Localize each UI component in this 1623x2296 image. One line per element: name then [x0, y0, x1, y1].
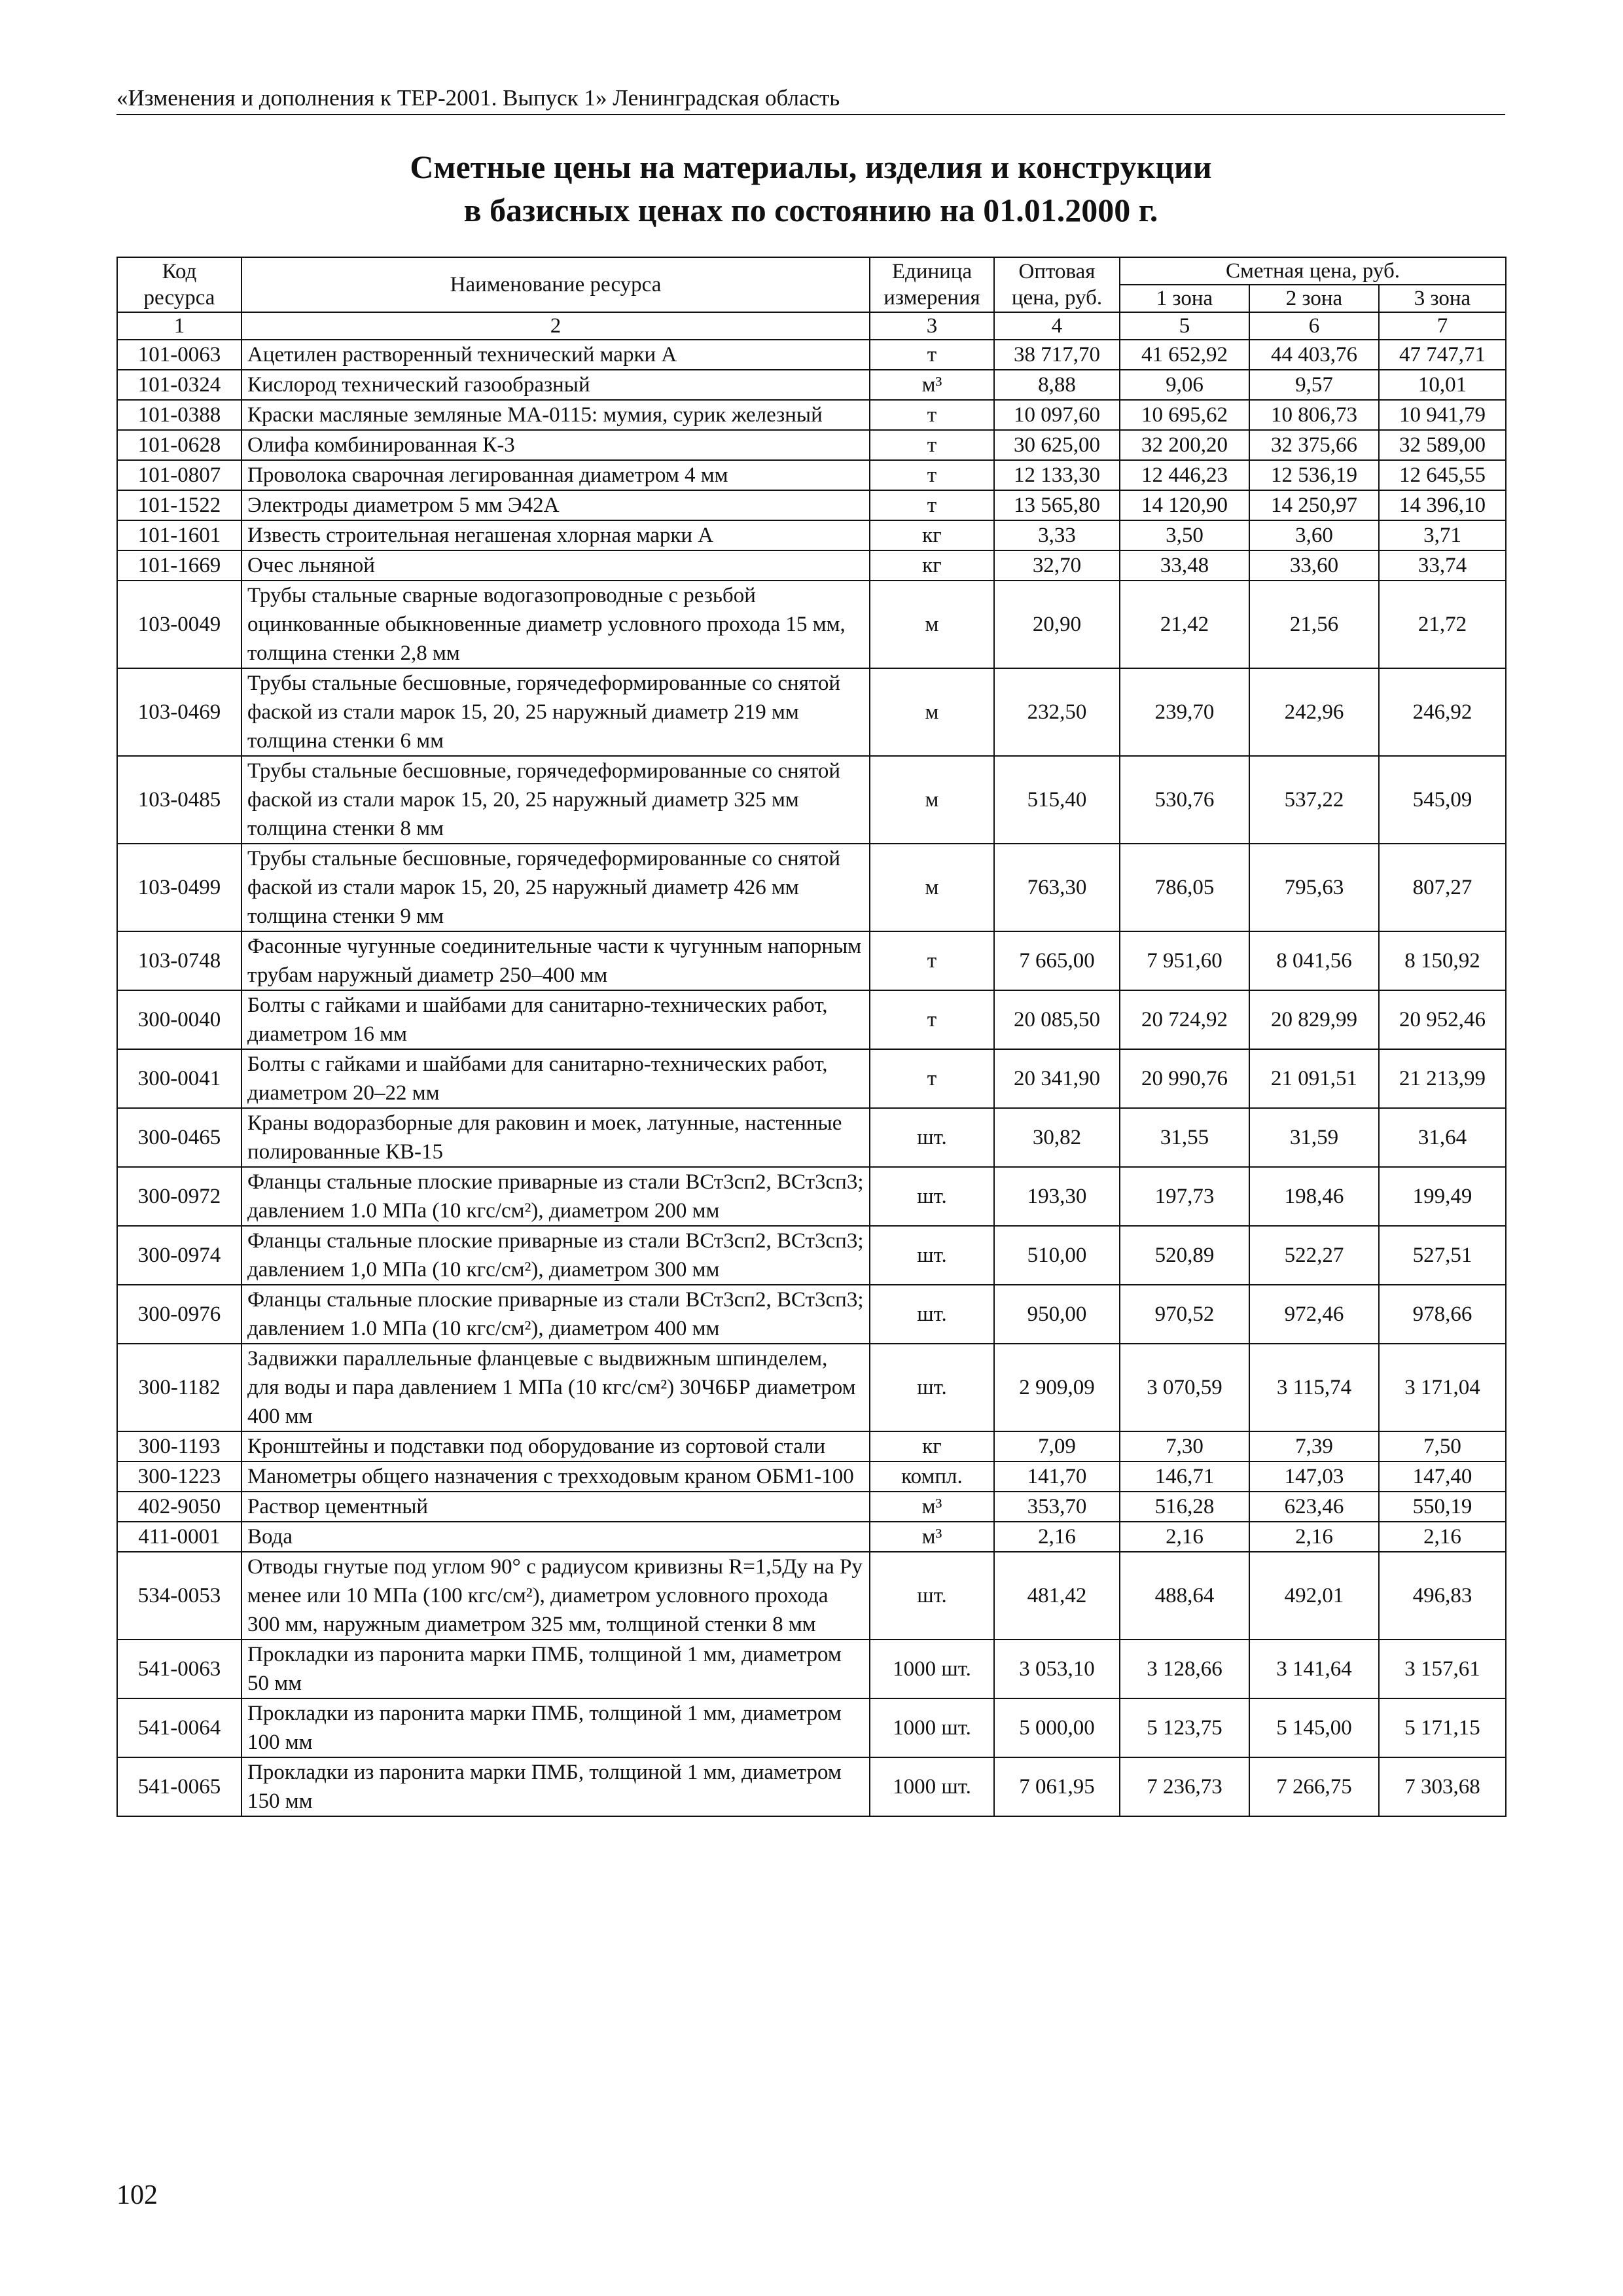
row-zone3: 545,09 [1379, 756, 1506, 844]
row-name: Кислород технический газообразный [241, 370, 870, 400]
row-code: 300-1193 [117, 1431, 241, 1462]
row-zone2: 242,96 [1249, 668, 1379, 756]
row-zone1: 33,48 [1120, 550, 1249, 581]
row-unit: м³ [870, 1522, 994, 1552]
page-number: 102 [116, 2180, 158, 2210]
row-wholesale: 13 565,80 [994, 490, 1120, 520]
row-zone1: 7 236,73 [1120, 1757, 1249, 1816]
col-number: 6 [1249, 312, 1379, 340]
row-name: Прокладки из паронита марки ПМБ, толщиной 1 мм, диаметром 50 мм [241, 1640, 870, 1698]
table-header [117, 257, 1506, 340]
row-code: 300-0976 [117, 1285, 241, 1344]
col-number: 3 [870, 312, 994, 340]
row-zone2: 32 375,66 [1249, 430, 1379, 460]
row-zone3: 14 396,10 [1379, 490, 1506, 520]
table-row [117, 1492, 1506, 1522]
row-zone1: 786,05 [1120, 844, 1249, 931]
row-wholesale: 32,70 [994, 550, 1120, 581]
row-name: Манометры общего назначения с трехходовым краном ОБМ1-100 [241, 1462, 870, 1492]
row-code: 101-0807 [117, 460, 241, 490]
row-unit: м [870, 844, 994, 931]
row-name: Ацетилен растворенный технический марки А [241, 340, 870, 370]
row-wholesale: 481,42 [994, 1552, 1120, 1640]
row-zone1: 7 951,60 [1120, 931, 1249, 990]
row-zone3: 978,66 [1379, 1285, 1506, 1344]
table-row [117, 990, 1506, 1049]
row-name: Болты с гайками и шайбами для санитарно-технических работ, диаметром 16 мм [241, 990, 870, 1049]
row-name: Краны водоразборные для раковин и моек, латунные, настенные полированные КВ-15 [241, 1108, 870, 1167]
row-code: 101-1522 [117, 490, 241, 520]
col-number: 4 [994, 312, 1120, 340]
row-zone1: 239,70 [1120, 668, 1249, 756]
running-header: «Изменения и дополнения к ТЕР-2001. Выпуск 1» Ленинградская область [116, 84, 1505, 115]
row-wholesale: 3 053,10 [994, 1640, 1120, 1698]
row-zone3: 3 157,61 [1379, 1640, 1506, 1698]
table-row [117, 756, 1506, 844]
row-name: Проволока сварочная легированная диаметром 4 мм [241, 460, 870, 490]
row-code: 103-0499 [117, 844, 241, 931]
row-name: Прокладки из паронита марки ПМБ, толщиной 1 мм, диаметром 100 мм [241, 1698, 870, 1757]
row-name: Фланцы стальные плоские приварные из стали ВСт3сп2, ВСт3сп3; давлением 1.0 МПа (10 кгс/см²), диаметром 400 мм [241, 1285, 870, 1344]
row-name: Фасонные чугунные соединительные части к чугунным напорным трубам наружный диаметр 250–400 мм [241, 931, 870, 990]
row-name: Олифа комбинированная К-3 [241, 430, 870, 460]
row-zone2: 3 141,64 [1249, 1640, 1379, 1698]
table-row [117, 1285, 1506, 1344]
col-number: 2 [241, 312, 870, 340]
table-row [117, 1226, 1506, 1285]
row-name: Отводы гнутые под углом 90° с радиусом кривизны R=1,5Ду на Ру менее или 10 МПа (100 кгс/см²), диаметром условного прохода 300 мм, наружным диаметром 325 мм, толщиной стенки 8 мм [241, 1552, 870, 1640]
table-row [117, 1049, 1506, 1108]
table-row [117, 430, 1506, 460]
row-unit: шт. [870, 1344, 994, 1431]
row-code: 101-0063 [117, 340, 241, 370]
row-zone2: 7,39 [1249, 1431, 1379, 1462]
row-wholesale: 510,00 [994, 1226, 1120, 1285]
row-zone1: 516,28 [1120, 1492, 1249, 1522]
row-wholesale: 20 085,50 [994, 990, 1120, 1049]
row-name: Кронштейны и подставки под оборудование из сортовой стали [241, 1431, 870, 1462]
row-zone3: 3,71 [1379, 520, 1506, 550]
row-zone3: 807,27 [1379, 844, 1506, 931]
row-zone3: 5 171,15 [1379, 1698, 1506, 1757]
row-zone3: 147,40 [1379, 1462, 1506, 1492]
table-row [117, 1344, 1506, 1431]
row-zone3: 12 645,55 [1379, 460, 1506, 490]
row-wholesale: 950,00 [994, 1285, 1120, 1344]
row-wholesale: 353,70 [994, 1492, 1120, 1522]
page-title [116, 145, 1505, 232]
row-zone3: 496,83 [1379, 1552, 1506, 1640]
row-code: 541-0064 [117, 1698, 241, 1757]
row-wholesale: 7 061,95 [994, 1757, 1120, 1816]
row-name: Болты с гайками и шайбами для санитарно-технических работ, диаметром 20–22 мм [241, 1049, 870, 1108]
row-wholesale: 763,30 [994, 844, 1120, 931]
row-code: 534-0053 [117, 1552, 241, 1640]
row-zone2: 198,46 [1249, 1167, 1379, 1226]
row-zone1: 41 652,92 [1120, 340, 1249, 370]
table-row [117, 1522, 1506, 1552]
table-row [117, 844, 1506, 931]
title-line-1: Сметные цены на материалы, изделия и конструкции [410, 149, 1212, 185]
row-unit: кг [870, 1431, 994, 1462]
row-zone1: 12 446,23 [1120, 460, 1249, 490]
row-zone3: 33,74 [1379, 550, 1506, 581]
row-unit: т [870, 490, 994, 520]
row-zone1: 20 724,92 [1120, 990, 1249, 1049]
table-row [117, 581, 1506, 668]
row-code: 101-1669 [117, 550, 241, 581]
table-row [117, 460, 1506, 490]
row-wholesale: 30 625,00 [994, 430, 1120, 460]
row-zone2: 8 041,56 [1249, 931, 1379, 990]
table-row [117, 550, 1506, 581]
row-unit: шт. [870, 1226, 994, 1285]
row-code: 101-0324 [117, 370, 241, 400]
row-zone1: 32 200,20 [1120, 430, 1249, 460]
row-zone1: 2,16 [1120, 1522, 1249, 1552]
row-code: 541-0063 [117, 1640, 241, 1698]
row-name: Трубы стальные бесшовные, горячедеформированные со снятой фаской из стали марок 15, 20, 25 наружный диаметр 426 мм толщина стенки 9 мм [241, 844, 870, 931]
row-zone1: 197,73 [1120, 1167, 1249, 1226]
header-zone2: 2 зона [1249, 285, 1379, 312]
row-code: 300-0040 [117, 990, 241, 1049]
row-zone2: 33,60 [1249, 550, 1379, 581]
row-zone2: 7 266,75 [1249, 1757, 1379, 1816]
row-zone2: 795,63 [1249, 844, 1379, 931]
header-wholesale: Оптовая цена, руб. [994, 257, 1120, 312]
row-zone3: 21,72 [1379, 581, 1506, 668]
row-zone2: 522,27 [1249, 1226, 1379, 1285]
row-code: 103-0485 [117, 756, 241, 844]
row-code: 300-0972 [117, 1167, 241, 1226]
row-zone2: 21 091,51 [1249, 1049, 1379, 1108]
row-zone2: 12 536,19 [1249, 460, 1379, 490]
row-zone2: 21,56 [1249, 581, 1379, 668]
col-number: 7 [1379, 312, 1506, 340]
row-zone3: 550,19 [1379, 1492, 1506, 1522]
row-name: Краски масляные земляные МА-0115: мумия, сурик железный [241, 400, 870, 430]
row-code: 103-0049 [117, 581, 241, 668]
table-row [117, 668, 1506, 756]
row-wholesale: 2 909,09 [994, 1344, 1120, 1431]
header-zone1: 1 зона [1120, 285, 1249, 312]
row-unit: шт. [870, 1552, 994, 1640]
row-code: 411-0001 [117, 1522, 241, 1552]
row-code: 103-0469 [117, 668, 241, 756]
row-wholesale: 2,16 [994, 1522, 1120, 1552]
title-line-2: в базисных ценах по состоянию на 01.01.2000 г. [463, 192, 1158, 228]
row-code: 300-1182 [117, 1344, 241, 1431]
price-table [116, 257, 1507, 1817]
row-wholesale: 7 665,00 [994, 931, 1120, 990]
table-body [117, 340, 1506, 1816]
row-zone2: 5 145,00 [1249, 1698, 1379, 1757]
row-code: 300-0465 [117, 1108, 241, 1167]
column-number-row [117, 312, 1506, 340]
row-unit: кг [870, 550, 994, 581]
row-name: Фланцы стальные плоские приварные из стали ВСт3сп2, ВСт3сп3; давлением 1,0 МПа (10 кгс/см²), диаметром 300 мм [241, 1226, 870, 1285]
row-name: Очес льняной [241, 550, 870, 581]
row-zone3: 10 941,79 [1379, 400, 1506, 430]
row-name: Электроды диаметром 5 мм Э42А [241, 490, 870, 520]
row-code: 101-1601 [117, 520, 241, 550]
row-code: 101-0628 [117, 430, 241, 460]
row-code: 101-0388 [117, 400, 241, 430]
row-wholesale: 7,09 [994, 1431, 1120, 1462]
row-zone2: 44 403,76 [1249, 340, 1379, 370]
row-wholesale: 232,50 [994, 668, 1120, 756]
row-zone1: 7,30 [1120, 1431, 1249, 1462]
row-code: 300-0974 [117, 1226, 241, 1285]
row-wholesale: 12 133,30 [994, 460, 1120, 490]
table-row [117, 1167, 1506, 1226]
row-unit: м³ [870, 370, 994, 400]
row-zone1: 3,50 [1120, 520, 1249, 550]
row-unit: 1000 шт. [870, 1640, 994, 1698]
row-zone3: 7,50 [1379, 1431, 1506, 1462]
row-wholesale: 20 341,90 [994, 1049, 1120, 1108]
row-zone2: 3,60 [1249, 520, 1379, 550]
row-unit: м [870, 756, 994, 844]
row-name: Известь строительная негашеная хлорная марки А [241, 520, 870, 550]
row-name: Вода [241, 1522, 870, 1552]
row-zone3: 199,49 [1379, 1167, 1506, 1226]
row-unit: м [870, 581, 994, 668]
row-code: 300-1223 [117, 1462, 241, 1492]
table-row [117, 370, 1506, 400]
table-row [117, 1552, 1506, 1640]
table-row [117, 490, 1506, 520]
row-unit: м³ [870, 1492, 994, 1522]
row-wholesale: 193,30 [994, 1167, 1120, 1226]
header-zone3: 3 зона [1379, 285, 1506, 312]
row-unit: т [870, 430, 994, 460]
row-zone1: 5 123,75 [1120, 1698, 1249, 1757]
row-unit: 1000 шт. [870, 1757, 994, 1816]
row-name: Фланцы стальные плоские приварные из стали ВСт3сп2, ВСт3сп3; давлением 1.0 МПа (10 кгс/см²), диаметром 200 мм [241, 1167, 870, 1226]
row-zone3: 21 213,99 [1379, 1049, 1506, 1108]
col-number: 5 [1120, 312, 1249, 340]
table-row [117, 340, 1506, 370]
row-zone3: 20 952,46 [1379, 990, 1506, 1049]
row-zone3: 8 150,92 [1379, 931, 1506, 990]
row-name: Трубы стальные бесшовные, горячедеформированные со снятой фаской из стали марок 15, 20, 25 наружный диаметр 219 мм толщина стенки 6 мм [241, 668, 870, 756]
row-zone1: 31,55 [1120, 1108, 1249, 1167]
row-zone2: 20 829,99 [1249, 990, 1379, 1049]
row-zone3: 31,64 [1379, 1108, 1506, 1167]
row-zone2: 3 115,74 [1249, 1344, 1379, 1431]
row-wholesale: 30,82 [994, 1108, 1120, 1167]
row-zone3: 10,01 [1379, 370, 1506, 400]
row-name: Трубы стальные бесшовные, горячедеформированные со снятой фаской из стали марок 15, 20, 25 наружный диаметр 325 мм толщина стенки 8 мм [241, 756, 870, 844]
row-name: Задвижки параллельные фланцевые с выдвижным шпинделем, для воды и пара давлением 1 МПа (10 кгс/см²) 30Ч6БР диаметром 400 мм [241, 1344, 870, 1431]
table-row [117, 1640, 1506, 1698]
row-zone3: 246,92 [1379, 668, 1506, 756]
row-zone3: 7 303,68 [1379, 1757, 1506, 1816]
row-zone3: 47 747,71 [1379, 340, 1506, 370]
row-zone2: 2,16 [1249, 1522, 1379, 1552]
row-zone1: 14 120,90 [1120, 490, 1249, 520]
header-estimate: Сметная цена, руб. [1120, 257, 1506, 285]
row-zone2: 9,57 [1249, 370, 1379, 400]
row-zone3: 32 589,00 [1379, 430, 1506, 460]
col-number: 1 [117, 312, 241, 340]
row-zone2: 972,46 [1249, 1285, 1379, 1344]
row-zone1: 3 070,59 [1120, 1344, 1249, 1431]
row-zone2: 623,46 [1249, 1492, 1379, 1522]
row-unit: компл. [870, 1462, 994, 1492]
row-unit: т [870, 340, 994, 370]
row-unit: м [870, 668, 994, 756]
row-unit: шт. [870, 1285, 994, 1344]
row-wholesale: 141,70 [994, 1462, 1120, 1492]
row-unit: т [870, 990, 994, 1049]
row-zone1: 9,06 [1120, 370, 1249, 400]
header-code: Код ресурса [117, 257, 241, 312]
row-zone2: 492,01 [1249, 1552, 1379, 1640]
row-unit: шт. [870, 1167, 994, 1226]
row-zone1: 488,64 [1120, 1552, 1249, 1640]
row-unit: шт. [870, 1108, 994, 1167]
row-wholesale: 8,88 [994, 370, 1120, 400]
header-name: Наименование ресурса [241, 257, 870, 312]
header-unit: Единица измерения [870, 257, 994, 312]
row-unit: т [870, 460, 994, 490]
table-row [117, 520, 1506, 550]
row-code: 300-0041 [117, 1049, 241, 1108]
row-unit: кг [870, 520, 994, 550]
table-row [117, 931, 1506, 990]
row-zone3: 527,51 [1379, 1226, 1506, 1285]
row-zone3: 2,16 [1379, 1522, 1506, 1552]
row-zone2: 147,03 [1249, 1462, 1379, 1492]
row-zone2: 14 250,97 [1249, 490, 1379, 520]
row-zone3: 3 171,04 [1379, 1344, 1506, 1431]
row-zone1: 520,89 [1120, 1226, 1249, 1285]
row-code: 402-9050 [117, 1492, 241, 1522]
row-wholesale: 5 000,00 [994, 1698, 1120, 1757]
table-row [117, 1108, 1506, 1167]
row-wholesale: 10 097,60 [994, 400, 1120, 430]
row-code: 541-0065 [117, 1757, 241, 1816]
table-row [117, 1698, 1506, 1757]
row-zone2: 537,22 [1249, 756, 1379, 844]
row-zone1: 530,76 [1120, 756, 1249, 844]
row-wholesale: 38 717,70 [994, 340, 1120, 370]
row-zone1: 20 990,76 [1120, 1049, 1249, 1108]
row-unit: т [870, 400, 994, 430]
row-unit: 1000 шт. [870, 1698, 994, 1757]
row-name: Раствор цементный [241, 1492, 870, 1522]
row-zone2: 10 806,73 [1249, 400, 1379, 430]
row-unit: т [870, 1049, 994, 1108]
row-code: 103-0748 [117, 931, 241, 990]
table-row [117, 1757, 1506, 1816]
table-row [117, 1431, 1506, 1462]
row-zone1: 970,52 [1120, 1285, 1249, 1344]
row-zone1: 146,71 [1120, 1462, 1249, 1492]
table-row [117, 1462, 1506, 1492]
row-wholesale: 515,40 [994, 756, 1120, 844]
row-zone2: 31,59 [1249, 1108, 1379, 1167]
table-row [117, 400, 1506, 430]
row-unit: т [870, 931, 994, 990]
row-name: Трубы стальные сварные водогазопроводные с резьбой оцинкованные обыкновенные диаметр условного прохода 15 мм, толщина стенки 2,8 мм [241, 581, 870, 668]
row-wholesale: 20,90 [994, 581, 1120, 668]
row-wholesale: 3,33 [994, 520, 1120, 550]
row-name: Прокладки из паронита марки ПМБ, толщиной 1 мм, диаметром 150 мм [241, 1757, 870, 1816]
row-zone1: 21,42 [1120, 581, 1249, 668]
row-zone1: 10 695,62 [1120, 400, 1249, 430]
row-zone1: 3 128,66 [1120, 1640, 1249, 1698]
